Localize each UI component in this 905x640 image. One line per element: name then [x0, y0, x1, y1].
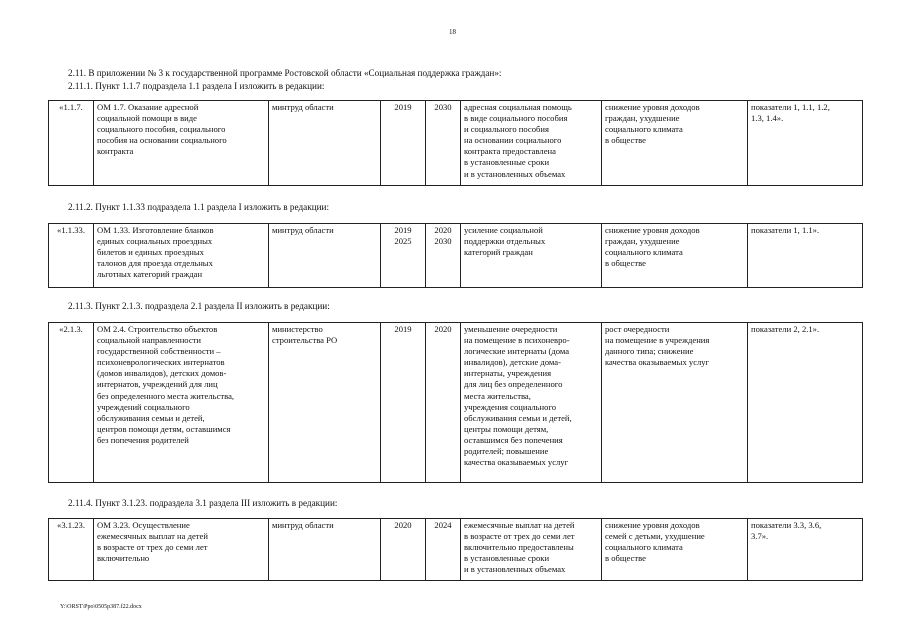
- executor: минтруд области: [269, 101, 381, 186]
- item-number: «1.1.7.: [49, 101, 94, 186]
- item-number: «3.1.23.: [49, 519, 94, 581]
- activity-name: ОМ 2.4. Строительство объектов социальной направленности государственной собственности – психоневрологических интернатов (домов инвалидов), детских домов- интернатов, учреждений для лиц без определенного места жительства, учреждений социального обслуживания семьи и детей, центров помощи детям, оставшимся без попечения родителей: [94, 323, 269, 483]
- consequence: рост очередности на помещение в учреждения данного типа; снижение качества оказываемых услуг: [602, 323, 748, 483]
- executor: министерство строительства РО: [269, 323, 381, 483]
- item-number: «1.1.33.: [49, 224, 94, 288]
- table-row: [49, 101, 863, 186]
- indicators: показатели 1, 1.1».: [748, 224, 863, 288]
- start-year: 2019 2025: [381, 224, 426, 288]
- end-year: 2020: [426, 323, 461, 483]
- table-item-3-1-23: [48, 518, 863, 581]
- end-year: 2020 2030: [426, 224, 461, 288]
- item-number: «2.1.3.: [49, 323, 94, 483]
- heading-2-11-3: 2.11.3. Пункт 2.1.3. подраздела 2.1 раздела II изложить в редакции:: [68, 301, 330, 311]
- page-number: 18: [449, 28, 456, 36]
- executor: минтруд области: [269, 224, 381, 288]
- end-year: 2030: [426, 101, 461, 186]
- activity-name: ОМ 1.33. Изготовление бланков единых социальных проездных билетов и единых проездных талонов для проезда отдельных льготных категорий граждан: [94, 224, 269, 288]
- consequence: снижение уровня доходов граждан, ухудшение социального климата в обществе: [602, 224, 748, 288]
- table-row: [49, 323, 863, 483]
- consequence: снижение уровня доходов семей с детьми, ухудшение социального климата в обществе: [602, 519, 748, 581]
- expected-result: ежемесячные выплат на детей в возрасте от трех до семи лет включительно предоставлены в установленные сроки и в установленных объемах: [461, 519, 602, 581]
- start-year: 2020: [381, 519, 426, 581]
- start-year: 2019: [381, 323, 426, 483]
- start-year: 2019: [381, 101, 426, 186]
- indicators: показатели 1, 1.1, 1.2, 1.3, 1.4».: [748, 101, 863, 186]
- table-item-1-1-7: [48, 100, 863, 186]
- indicators: показатели 3.3, 3.6, 3.7».: [748, 519, 863, 581]
- activity-name: ОМ 3.23. Осуществление ежемесячных выплат на детей в возрасте от трех до семи лет включительно: [94, 519, 269, 581]
- table-row: [49, 224, 863, 288]
- table-row: [49, 519, 863, 581]
- table-item-2-1-3: [48, 322, 863, 483]
- heading-2-11-4: 2.11.4. Пункт 3.1.23. подраздела 3.1 раздела III изложить в редакции:: [68, 498, 338, 508]
- expected-result: усиление социальной поддержки отдельных категорий граждан: [461, 224, 602, 288]
- file-path-footer: Y:\ORST\Ppo\0505p387.f22.docx: [60, 604, 142, 610]
- table-item-1-1-33: [48, 223, 863, 288]
- intro-line-1: 2.11. В приложении № 3 к государственной программе Ростовской области «Социальная поддержка граждан»:: [68, 68, 502, 78]
- consequence: снижение уровня доходов граждан, ухудшение социального климата в обществе: [602, 101, 748, 186]
- heading-2-11-2: 2.11.2. Пункт 1.1.33 подраздела 1.1 раздела I изложить в редакции:: [68, 202, 330, 212]
- expected-result: адресная социальная помощь в виде социального пособия и социального пособия на основании социального контракта предоставлена в установленные сроки и в установленных объемах: [461, 101, 602, 186]
- indicators: показатели 2, 2.1».: [748, 323, 863, 483]
- activity-name: ОМ 1.7. Оказание адресной социальной помощи в виде социального пособия, социального пособия на основании социального контракта: [94, 101, 269, 186]
- intro-line-2: 2.11.1. Пункт 1.1.7 подраздела 1.1 раздела I изложить в редакции:: [68, 81, 325, 91]
- executor: минтруд области: [269, 519, 381, 581]
- expected-result: уменьшение очередности на помещение в психоневро- логические интернаты (дома инвалидов), детские дома- интернаты, учреждения для лиц без определенного места жительства, учреждения социального обслуживания семьи и детей, центры помощи детям, оставшимся без попечения родителей; повышение качества оказываемых услуг: [461, 323, 602, 483]
- end-year: 2024: [426, 519, 461, 581]
